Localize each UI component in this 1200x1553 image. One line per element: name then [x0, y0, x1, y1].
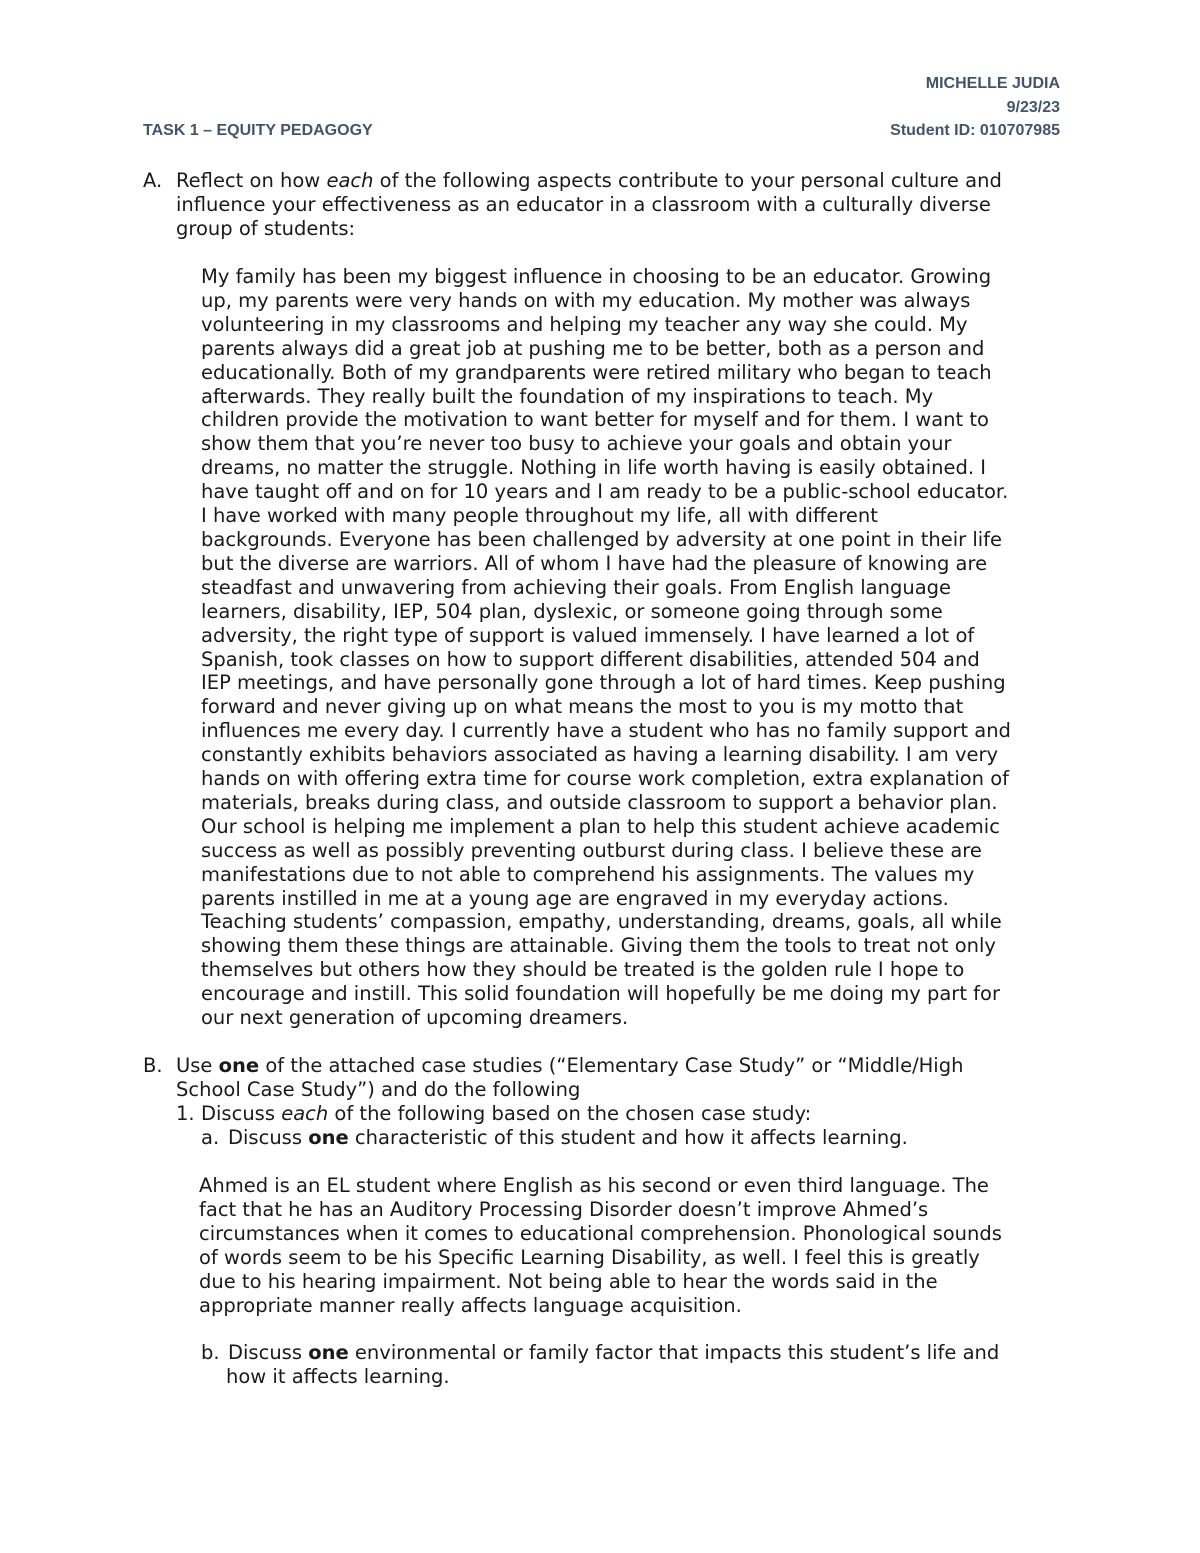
author-name: MICHELLE JUDIA [925, 75, 1060, 92]
document-date: 9/23/23 [1006, 99, 1060, 116]
item-a-marker: a. [201, 1126, 220, 1149]
item-a-response: Ahmed is an EL student where English as his second or even third language. The fact that he has an Auditory Processing Disorder doesn’t improve Ahmed’s circumstances when it comes to educational comprehension. Phonological sounds of words seem to be his Specific Learning Disability, as well. I feel this is greatly due to his hearing impairment. Not being able to hear the words said in the appropriate manner really affects language acquisition. [199, 1174, 1002, 1317]
item-b-marker: b. [201, 1341, 220, 1364]
section-b-prompt-line1: Use one of the attached case studies (“Elementary Case Study” or “Middle/High [176, 1054, 964, 1077]
section-a-prompt-line1: Reflect on how each of the following aspects contribute to your personal culture and [176, 169, 1002, 192]
item-1-text: Discuss each of the following based on the chosen case study: [201, 1102, 812, 1125]
student-id: Student ID: 010707985 [890, 122, 1060, 139]
section-a-response: My family has been my biggest influence in choosing to be an educator. Growing up, my parents were very hands on with my education. My mother was always volunteering in my classrooms and helping my teacher any way she could. My parents always did a great job at pushing me to be better, both as a person and educationally. Both of my grandparents were retired military who began to teach afterwards. They really built the foundation of my inspirations to teach. My children provide the motivation to want better for myself and for them. I want to show them that you’re never too busy to achieve your goals and obtain your dreams, no matter the struggle. Nothing in life worth having is easily obtained. I have taught off and on for 10 years and I am ready to be a public-school educator. I have worked with many people throughout my life, all with different backgrounds. Everyone has been challenged by adversity at one point in their life but the diverse are warriors. All of whom I have had the pleasure of knowing are steadfast and unwavering from achieving their goals. From English language learners, disability, IEP, 504 plan, dyslexic, or someone going through some adversity, the right type of support is valued immensely. I have learned a lot of Spanish, took classes on how to support different disabilities, attended 504 and IEP meetings, and have personally gone through a lot of hard times. Keep pushing forward and never giving up on what means the most to you is my motto that influences me every day. I currently have a student who has no family support and constantly exhibits behaviors associated as having a learning disability. I am very hands on with offering extra time for course work completion, extra explanation of materials, breaks during class, and outside classroom to support a behavior plan. Our school is helping me implement a plan to help this student achieve academic success as well as possibly preventing outburst during class. I believe these are manifestations due to not able to comprehend his assignments. The values my parents instilled in me at a young age are engraved in my everyday actions. Teaching students’ compassion, empathy, understanding, dreams, goals, all while showing them these things are attainable. Giving them the tools to treat not only themselves but others how they should be treated is the golden rule I hope to encourage and instill. This solid foundation will hopefully be me doing my part for our next generation of upcoming dreamers. [201, 265, 1011, 1030]
item-b-text-line2: how it affects learning. [226, 1365, 450, 1388]
section-b-prompt-line2: School Case Study”) and do the following [176, 1078, 581, 1101]
section-b-marker: B. [143, 1054, 163, 1077]
item-a-text: Discuss one characteristic of this student and how it affects learning. [228, 1126, 908, 1149]
section-a-prompt-line2: influence your effectiveness as an educator in a classroom with a culturally diverse [176, 193, 991, 216]
task-title: TASK 1 – EQUITY PEDAGOGY [143, 122, 373, 139]
item-b-text: Discuss one environmental or family factor that impacts this student’s life and [228, 1341, 1000, 1364]
item-1-marker: 1. [176, 1102, 195, 1125]
section-a-marker: A. [143, 169, 163, 192]
section-a-prompt-line3: group of students: [176, 217, 356, 240]
